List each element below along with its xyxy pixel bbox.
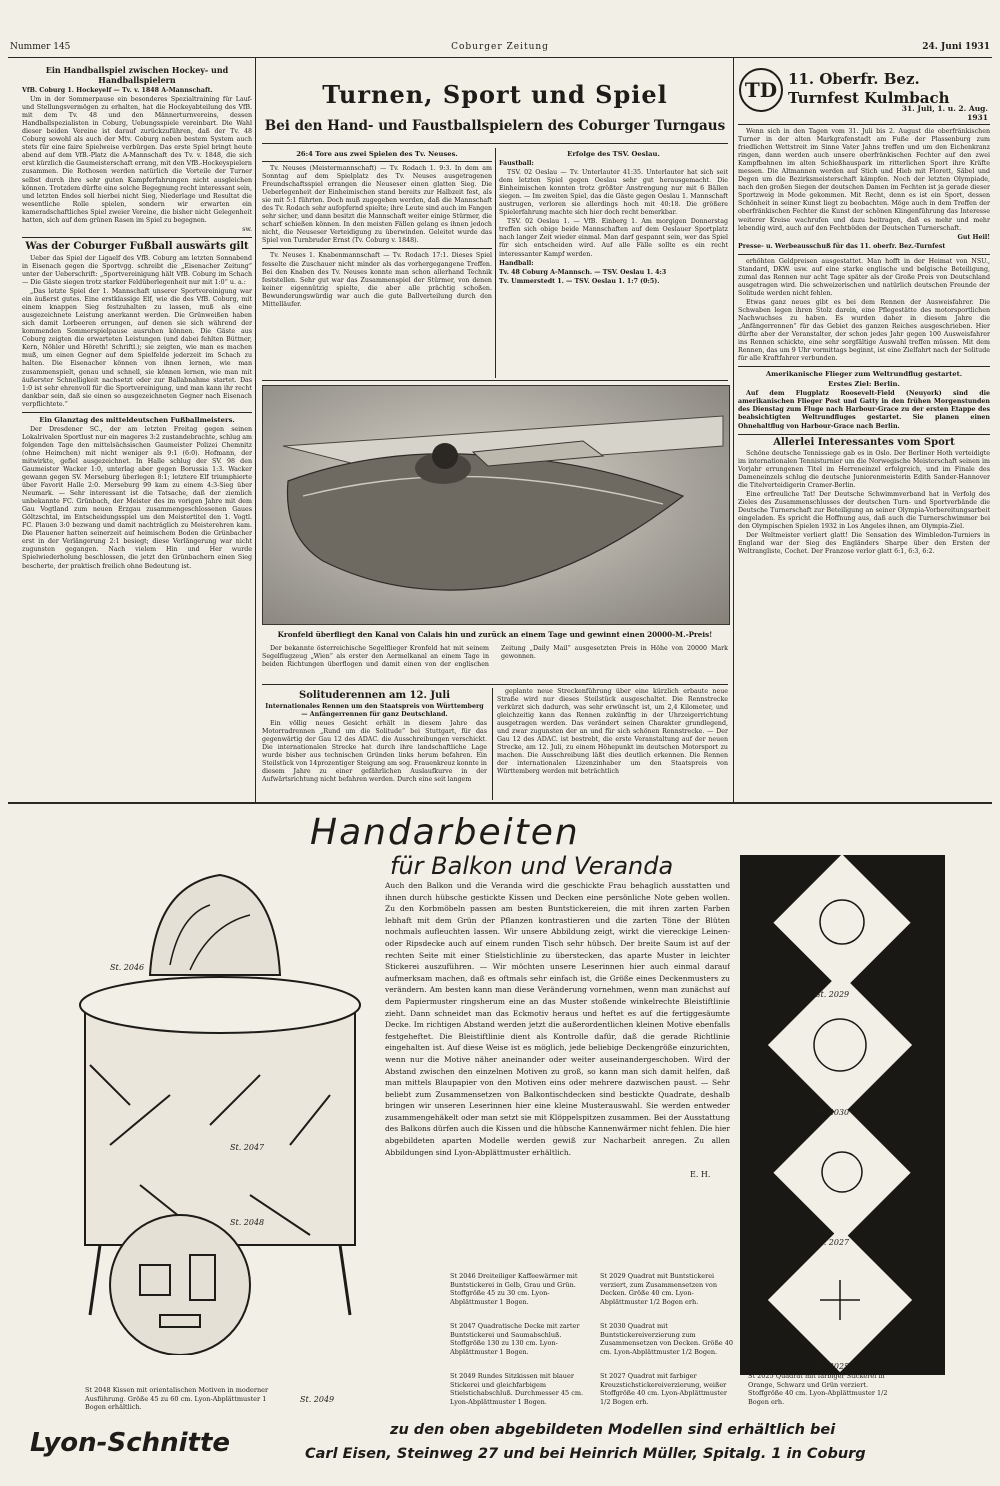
article-body: „Das letzte Spiel der 1. Mannschaft unserer Sportvereinigung war ein äußerst gutes. Eine erstklassige Elf, wie die des VfB. Coburg, mit einem knappen Sieg festzuhalten zu lassen, muß als eine ausgezeichnete Leistung anerkannt werden. Die Grünweißen haben sich damit Lorbeeren errungen, auf denen sie sich während der kommenden Sommerspielpause ausruhen können. Die Gäste aus Coburg zeigten die erwarteten Leistungen (und dabei fehlten Büttner, Kern, Nöhler und Höreth! Schriftl.); sie zeigten, wie man es machen muß, um einen Gegner auf dem Spielfelde jederzeit im Schach zu halten. Die Eisenacher können von ihnen lernen, wie man zusammenspielt, genau und schnell, sie können lernen, wie man mit äußerster Schnelligkeit nachsetzt oder zur Ballabnahme startet. Das 1:0 ist sehr ehrenvoll für die Sportvereinigung, und man kann ihr recht dankbar sein, daß sie einen so ausgezeichneten Gegner nach Eisenach verpflichtete.“	[22, 288, 252, 408]
ad-title-line1: Handarbeiten	[310, 812, 580, 853]
greeting: Gut Heil!	[957, 233, 990, 241]
column-rule	[733, 58, 734, 802]
article-body: Auf dem Flugplatz Roosevelt-Field (Neuyork) sind die amerikanischen Flieger Post und Gatty in den frühen Morgenstunden des Dienstag zum Fluge nach Harbour-Grace zu der ersten Etappe des beabsichtigten Weltrundfluges gestartet. Sie planen einen Ohnehaltflug von Harbour-Grace nach Berlin.	[738, 390, 990, 430]
issue-date: 24. Juni 1931	[922, 42, 990, 52]
article-byline: VfB. Coburg 1. Hockeyelf — Tv. v. 1848 A-Mannschaft.	[22, 87, 213, 94]
turnfest-header	[738, 64, 990, 124]
article-signature: sw.	[242, 225, 252, 233]
pattern-label: St. 2029	[815, 990, 850, 999]
divider	[738, 254, 990, 255]
column-1	[22, 62, 252, 800]
pattern-label: St. 2025	[815, 1362, 850, 1371]
article-title: Solituderennen am 12. Juli	[298, 690, 451, 701]
article-title: Amerikanische Flieger zum Weltrundflug gestartet.	[765, 370, 963, 379]
pattern-label: St. 2048	[230, 1218, 265, 1227]
article-body: Tv. Neuses (Meistermannschaft) — Tv. Rodach 1. 9:3. In dem am Sonntag auf dem Spielplatz des Tv. Neuses ausgetragenen Freundschaftsspiel errangen die Neuseser einen glatten Sieg. Die Ueberlegenheit der Einheimischen stand bereits zur Halbzeit fest, als sie mit 5:1 führten. Doch muß zugegeben werden, daß die Mannschaft des Tv. Rodach sehr aufopfernd spielte; ihre Leute sind auch im Fangen sehr sicher, und dann besitzt die Mannschaft weiter einige Stürmer, die scharf schießen können. In den meisten Fällen gelang es ihnen jedoch nicht, die Neuseser Verteidigung zu überwinden. Geleitet wurde das Spiel von Turnbruder Ernst (Tv. Coburg v. 1848).	[262, 165, 492, 245]
divider	[738, 434, 990, 435]
ad-title-line2: für Balkon und Veranda	[390, 852, 674, 880]
divider	[262, 684, 728, 685]
pattern-description: St 2046 Dreiteiliger Kaffeewärmer mit Buntstickerei in Gelb, Grau und Grün. Stoffgröße 45 zu 30 cm. Lyon-Abplättmuster 1 Bogen.	[450, 1272, 578, 1306]
column-rule	[495, 148, 496, 378]
solitude-right	[497, 688, 728, 800]
divider	[262, 161, 492, 162]
section-rule	[8, 802, 992, 804]
article-title: Ein Handballspiel zwischen Hockey- und Handballspielern	[45, 65, 229, 85]
article-body: TSV. 02 Oeslau — Tv. Unterlauter 41:35. Unterlauter hat sich seit dem letzten Spiel gegen Oeslau sehr gut herausgemacht. Die Einheimischen konnten trotz größter Anstrengung nur mit 6 Bällen siegen. — Im zweiten Spiel, das die Gäste gegen Oeslau 1. Mannschaft austrugen, verloren sie allerdings hoch mit 40:18. Die größere Spielerfahrung machte sich hier doch recht bemerkbar.	[499, 169, 728, 217]
ad-body: Auch den Balkon und die Veranda wird die geschickte Frau behaglich ausstatten und ihnen durch hübsche gestickte Kissen und Decken eine persönliche Note geben wollen. Zu den Korbmöbeln passen am besten Buntstickereien, die mit ihren zarten Farben lebhaft mit dem Grün der Pflanzen kontrastieren und die zarten Töne der Blüten nochmals aufleuchten lassen. Wir unsere Abbildung zeigt, wirkt die viereckige Leinen- oder Ripsdecke auch auf einem runden Tisch sehr hübsch. Der breite Saum ist auf der rechten Seite mit einer Stielstichlinie zu überstecken, das aparte Muster in leichter Stickerei auszuführen. — Wir möchten unsere Leserinnen hier auch einmal darauf aufmerksam machen, daß es oftmals sehr einfach ist, die Größe eines Deckenmusters zu verändern. Am besten kann man diese Veränderung vornehmen, wenn man zunächst auf dem Papiermuster ringsherum eine an das Muster stoßende winkelrechte Bleistiftlinie zieht. Dann schneidet man das Eckmotiv heraus und heftet es auf die fertiggesäumte Decke. Im richtigen Abstand werden jetzt die außerordentlichen kleinen Motive ebenfalls festgeheftet. Die Bleistiftlinie dient als Kontrolle dafür, daß die gerade Richtlinie eingehalten ist. Auf diese Weise ist es möglich, jede beliebige Deckengröße einzurichten, wenn nur die Motive näher aneinander oder weiter auseinandergeschoben. Wird der Abstand zwischen den einzelnen Motiven zu groß, so kann man sich damit helfen, daß man mittels Blaupapier von den Motiven eins oder mehrere dazwischen paust. — Sehr beliebt zum Zusammensetzen von Balkontischdecken sind bestickte Quadrate, deshalb bringen wir unseren Leserinnen hier eine kleine Musterauswahl. Sie werden entweder zusammengehäkelt oder man setzt sie mit Klöppelspitzen zusammen. Bei der Ausstattung des Balkons dürfen auch die Kissen und die hübsche Kannenwärmer nicht fehlen. Die hier abgebildeten aparten Modelle werden gewiß zur Nacharbeit anregen. Zu allen Abbildungen sind Lyon-Abplättmuster erhältlich.	[385, 881, 730, 1157]
result-line: Tv. 48 Coburg A-Mannsch. — TSV. Oeslau 1. 4:3	[499, 268, 667, 276]
pattern-description: St 2029 Quadrat mit Buntstickerei verziert, zum Zusammensetzen von Decken. Größe 40 cm. Lyon-Abplättmuster 1/2 Bogen erh.	[600, 1272, 718, 1306]
article-title: Ein Glanztag des mitteldeutschen Fußballmeisters.	[39, 415, 235, 424]
article-body: Ueber das Spiel der Ligaelf des VfB. Coburg am letzten Sonnabend in Eisenach gegen die Sportvgg. schreibt die „Eisenacher Zeitung“ unter der Ueberschrift: „Sportvereinigung hält VfB. Coburg im Schach — Die Gäste siegen trotz starker Feldüberlegenheit nur mit 1:0“ u. a.:	[22, 254, 252, 286]
pattern-label: St. 2049	[300, 1395, 335, 1404]
pattern-description: St 2047 Quadratische Decke mit zarter Buntstickerei und Saumabschluß. Stoffgröße 130 zu 130 cm. Lyon-Abplättmuster 1 Bogen.	[450, 1322, 580, 1356]
pattern-label: St. 2046	[110, 963, 145, 972]
table-illustration	[60, 845, 380, 1355]
pattern-description: St 2030 Quadrat mit Buntstickereiverzierung zum Zusammensetzen von Decken. Größe 40 cm. Lyon-Abplättmuster 1/2 Bogen.	[600, 1322, 733, 1356]
pattern-label: St. 2047	[230, 1143, 265, 1152]
article-title: Allerlei Interessantes vom Sport	[773, 436, 955, 448]
issue-number: Nummer 145	[10, 42, 71, 52]
divider	[22, 412, 252, 413]
article-body: geplante neue Streckenführung über eine kürzlich erbaute neue Straße wird nur dieses Steilstück ausgeschaltet. Die Rennstrecke verkürzt sich dadurch, was sehr erwünscht ist, um 2,4 Kilometer, und gleichzeitig kann das Rennen zukünftig in der Uhrzeigerrichtung ausgetragen werden. Das verändert seinen Charakter grundlegend, und zwar zugunsten der an und für sich schönen Rennstrecke. — Der Gau 12 des ADAC. ist bestrebt, die erste Veranstaltung auf der neuen Strecke, am 12. Juli, zu einem Höhepunkt im deutschen Motorsport zu machen. Die Ausschreibung läßt dies deutlich erkennen. Die Rennen der internationalen Lizenzinhaber um den Staatspreis von Württemberg werden mit beträchtlich	[497, 688, 728, 776]
section-label: Faustball:	[499, 160, 534, 167]
divider	[262, 248, 492, 249]
turnerkreuz-icon	[738, 66, 784, 114]
turnfest-title: 11. Oberfr. Bez. Turnfest Kulmbach	[788, 70, 950, 107]
article-body: Um in der Sommerpause ein besonderes Spezialtraining für Lauf- und Stellungsvermögen zu erhalten, hat die Hockeyabteilung des VfB. mit dem Tv. 48 und den Männerturnvereins, dessen Handballspezialisten in Coburg, Uebungsspiele vereinbart. Die Wahl dieser beiden Vereine ist darauf zurückzuführen, daß der Tv. 48 Coburg sowohl als auch der Mtv. Coburg neben bestem System auch stets für eine faire Spielweise verbürgen. Das erste Spiel bringt heute abend auf dem VfB.-Platz die A-Mannschaft des Tv. v. 1848, die sich erst kürzlich die Gaumeisterschaft errang, mit den VfB.-Hockeyspielern zusammen. Die Rothosen werden natürlich die Vorteile der Turner selbst durch ihre sehr guten Kampferfahrungen nicht ausgleichen können. Trotzdem dürfte eine solche Begegnung recht interessant sein, und letzten Endes soll hierbei nicht Sieg, Niederlage und Resultat die wesentliche Rolle spielen, sondern wir erwarten ein kameradschaftliches Spiel zweier Vereine, die bisher nicht Gelegenheit hatten, sich auf dem grünen Rasen im Spiel zu begegnen.	[22, 96, 252, 224]
column-rule	[492, 688, 493, 800]
article-body: Schöne deutsche Tennissiege gab es in Oslo. Der Berliner Hoth verteidigte im internationalen Tennisturnier um die Norwegische Meisterschaft seinen im Vorjahr errungenen Titel im Herreneinzel erfolgreich, und im Finale des Dameneinzels schlug die deutsche Juniorenmeisterin Edith Sander-Hannover die Titelverteidigerin Cramer-Berlin.	[738, 449, 990, 489]
handball-left	[262, 148, 492, 378]
kronfeld-article	[262, 645, 728, 679]
article-body: Der bekannte österreichische Segelflieger Kronfeld hat mit seinem Segelflugzeug „Wien“ als erster den Aermelkanal an einem Tage in beiden Richtungen überflogen und damit einen von der englischen Zeitung „Daily Mail“ ausgesetzten Preis in Höhe von 20000 Mark gewonnen.	[262, 645, 728, 669]
article-body: Der Weltmeister verliert glatt! Die Sensation des Wimbledon-Turniers in England war der Sieg des Engländers Sharpe über den Ersten der Weltrangliste, Cochet. Der Franzose verlor glatt 6:1, 6:3, 6:2.	[738, 532, 990, 556]
subhead: Erfolge des TSV. Oeslau.	[567, 150, 660, 158]
article-subtitle: Internationales Rennen um den Staatspreis von Württemberg — Anfängerrennen für ganz Deutschland.	[265, 703, 484, 719]
pattern-description: St 2025 Quadrat mit farbiger Stickerei in Orange, Schwarz und Grün verziert. Stoffgröße 40 cm. Lyon-Abplättmuster 1/2 Bogen erh.	[748, 1372, 888, 1406]
ad-signature: E. H.	[690, 1170, 711, 1179]
column-3	[738, 128, 990, 800]
pattern-label: St. 2030	[815, 1108, 850, 1117]
pattern-label: St. 2027	[815, 1238, 850, 1247]
column-rule	[255, 58, 256, 802]
solitude-left	[262, 688, 487, 800]
divider	[738, 124, 990, 125]
article-body: Der Dresdener SC., der am letzten Freitag gegen seinen Lokalrivalen Sportlust nur ein mageres 3:2 zustandebrachte, schlug am folgenden Tage den mittelsächsischen Gaumeister Polizei Chemnitz (ohne Heimchen) mit nicht weniger als 9:1 (6:0). Hofmann, der mitwirkte, gefiel ausgezeichnet. In Halle schlug der SV. 98 den Gaumeister Wacker 1:0, unterlag aber gegen Borussia 1:3. Wacker gewann gegen SV. Merseburg überlegen 8:1; letztere Elf triumphierte über Favorit Halle 2:0. Merseburg 99 kam zu einem 4:3-Sieg über Neumark. — Sehr interessant ist die Tatsache, daß der ziemlich unbekannte FC. Grünbach, der Meister des im vorigen Jahre mit dem Gau Vogtland zum neuen Erzgau zusammengeschlossenen Gaues Göltzschtal, im Entscheidungsspiel um den Meistertitel den 1. Vogtl. FC. Plauen 3:0 bezwang und damit nachträglich zu Meisterehren kam. Die Plauener hatten seinerzeit auf heimischem Boden die Grünbacher erst in der Verlängerung 2:1 besiegt; diese Verlängerung war nicht zugunsten gegangen. Nach vielem Hin und Her wurde Spielwiederholung beschlossen, die jetzt den Grünbachern einen Sieg bescherte, der praktisch freilich ohne Bedeutung ist.	[22, 425, 252, 570]
paper-name: Coburger Zeitung	[451, 42, 549, 52]
glider-illustration	[263, 386, 729, 624]
subhead: 26:4 Tore aus zwei Spielen des Tv. Neuses.	[296, 150, 458, 158]
handball-right	[499, 148, 728, 378]
footer-line-1: zu den oben abgebildeten Modellen sind erhältlich bei	[390, 1422, 836, 1438]
article-body: Tv. Neuses 1. Knabenmannschaft — Tv. Rodach 17:1. Dieses Spiel fesselte die Zuschauer nicht minder als das vorhergegangene Treffen. Bei den Knaben des Tv. Neuses konnte man schon allerhand Technik feststellen. Sehr gut war das Zusammenspiel der Stürmer, von denen keiner eigennützig spielte, die aber alle prächtig schoßen. Bewunderungswürdig war auch die gute Ballverteilung durch den Mittelläufer.	[262, 252, 492, 308]
section-banner: Turnen, Sport und Spiel	[322, 80, 668, 109]
footer-line-2: Carl Eisen, Steinweg 27 und bei Heinrich Müller, Spitalg. 1 in Coburg	[305, 1446, 866, 1462]
article-body: erhöhten Geldpreisen ausgestattet. Man hofft in der Heimat von NSU., Standard, DKW. usw. auf eine starke englische und belgische Beteiligung, zumal das Rennen nur acht Tage später als der Große Preis von Deutschland ausgetragen wird. Die schweizerischen und natürlich deutschen Freunde der Solitude werden nicht fehlen.	[738, 257, 990, 297]
pattern-description: St 2027 Quadrat mit farbiger Kreuzstichstickereiverzierung, weißer Stoffgröße 40 cm. Lyon-Abplättmuster 1/2 Bogen erh.	[600, 1372, 727, 1406]
article-subtitle: Erstes Ziel: Berlin.	[828, 380, 900, 389]
divider	[738, 366, 990, 367]
result-line: Tv. Ummerstedt 1. — TSV. Oeslau 1. 1:7 (0:5).	[499, 277, 660, 285]
section-label: Handball:	[499, 259, 534, 267]
brand-name: Lyon-Schnitte	[30, 1428, 231, 1458]
divider	[262, 143, 728, 144]
article-body: Eine erfreuliche Tat! Der Deutsche Schwimmverband hat in Verfolg des Zieles des Zusammenschlusses der deutschen Turn- und Sportverbände die Deutsche Turnerschaft zur Beteiligung an seiner Olympia-Vorbereitungsarbeit eingeladen. Es spricht die Hoffnung aus, daß auch die Turnerschwimmer bei den Olympischen Spielen 1932 in Los Angeles ihnen, am Olympia-Ziel.	[738, 490, 990, 530]
divider	[22, 237, 252, 238]
header-rule	[8, 57, 992, 58]
article-body: Etwas ganz neues gibt es bei dem Rennen der Ausweisfahrer. Die Schwaben legen ihren Stolz darein, eine Pflegestätte des motorsportlichen Nachwuchses zu haben. Es wurden daher in diesem Jahre die „Anfängerrennen“ für das Gebiet des ganzen Reiches ausgeschrieben. Hier dürfte aber der Veranstalter, der schon jedes Jahr gegen 100 Ausweisfahrer ins Rennen schickte, eine sehr sorgfältige Auswahl treffen müssen. Mit dem Rennen, das um 9 Uhr vormittags beginnt, ist eine Zielfahrt nach der Solitude für alle Kraftfahrer verbunden.	[738, 298, 990, 363]
glider-photo	[262, 385, 730, 625]
pattern-description: St 2049 Rundes Sitzkissen mit blauer Stickerei und gleichfarbigem Stielstichabschluß. Durchmesser 45 cm. Lyon-Abplättmuster 1 Bogen.	[450, 1372, 584, 1406]
article-body: Wenn sich in den Tagen vom 31. Juli bis 2. August die oberfränkischen Turner in der alten Markgrafenstadt am Fuße der Plassenburg zum friedlichen Wettstreit im Sinne Vater Jahns treffen und um den Eichenkranz ringen, dann werden auch unsere oberfränkischen Fechter auf den zwei Kampfbahnen im alten Schießhauspark im ritterlichen Sport ihre Kräfte messen. Die Altmannen werden auf Stich und Hieb mit Florett, Säbel und Degen um die Bezirksmeisterschaft kämpfen. Noch der letzten Olympiade, nach den großen Siegen der deutschen Damen im Fechten ist ja gerade dieser Sportzweig in Mode gekommen. Mit Recht, denn es ist ein Sport, dessen Schönheit in seiner Kunst liegt zu beobachten. Möge auch in dem Treffen der oberfränkischen Fechter die Kunst der schönen Klingenführung das Interesse weiterer Kreise wachrufen und dazu beitragen, daß es mehr und mehr lebendig wird, auch auf den Fechtböden der Deutschen Turnerschaft.	[738, 128, 990, 232]
press-committee: Presse- u. Werbeausschuß für das 11. oberfr. Bez.-Turnfest	[738, 242, 946, 250]
svg-text:TD: TD	[744, 78, 778, 102]
divider	[262, 380, 728, 381]
article-title: Was der Coburger Fußball auswärts gilt	[25, 240, 249, 252]
article-body: Ein völlig neues Gesicht erhält in diesem Jahre das Motorradrennen „Rund um die Solitude“ bei Stuttgart, für das gegenwärtig der Gau 12 des ADAC. die Ausschreibungen verschickt. Die internationalen Strecke hat durch ihre landschaftliche Lage wurde bisher aus technischen Gründen links herum befahren. Ein Steilstück von 14prozentiger Steigung am sog. Frauenkreuz konnte in diesem Jahre zu einer gefährlichen Auslaufkurve in der Aufwärtsrichtung nicht befahren werden. Durch eine seit langem	[262, 720, 487, 784]
article-body: TSV. 02 Oeslau 1. — VfB. Einberg 1. Am morgigen Donnerstag treffen sich obige beide Mannschaften auf dem Oeslauer Sportplatz nach langer Zeit wieder einmal. Man darf gespannt sein, wer das Spiel für sich entscheiden wird. Auf alle Fälle sollte es ein recht interessanter Kampf werden.	[499, 218, 728, 258]
section-headline: Bei den Hand- und Faustballspielern des Coburger Turngaus	[264, 118, 726, 134]
turnfest-dates: 31. Juli, 1. u. 2. Aug. 1931	[901, 104, 988, 122]
photo-caption: Kronfeld überfliegt den Kanal von Calais hin und zurück an einem Tage und gewinnt einen 20000-M.-Preis!	[277, 630, 713, 639]
pattern-description: St 2048 Kissen mit orientalischen Motiven in moderner Ausführung. Größe 45 zu 60 cm. Lyon-Abplättmuster 1 Bogen erhältlich.	[85, 1386, 269, 1412]
